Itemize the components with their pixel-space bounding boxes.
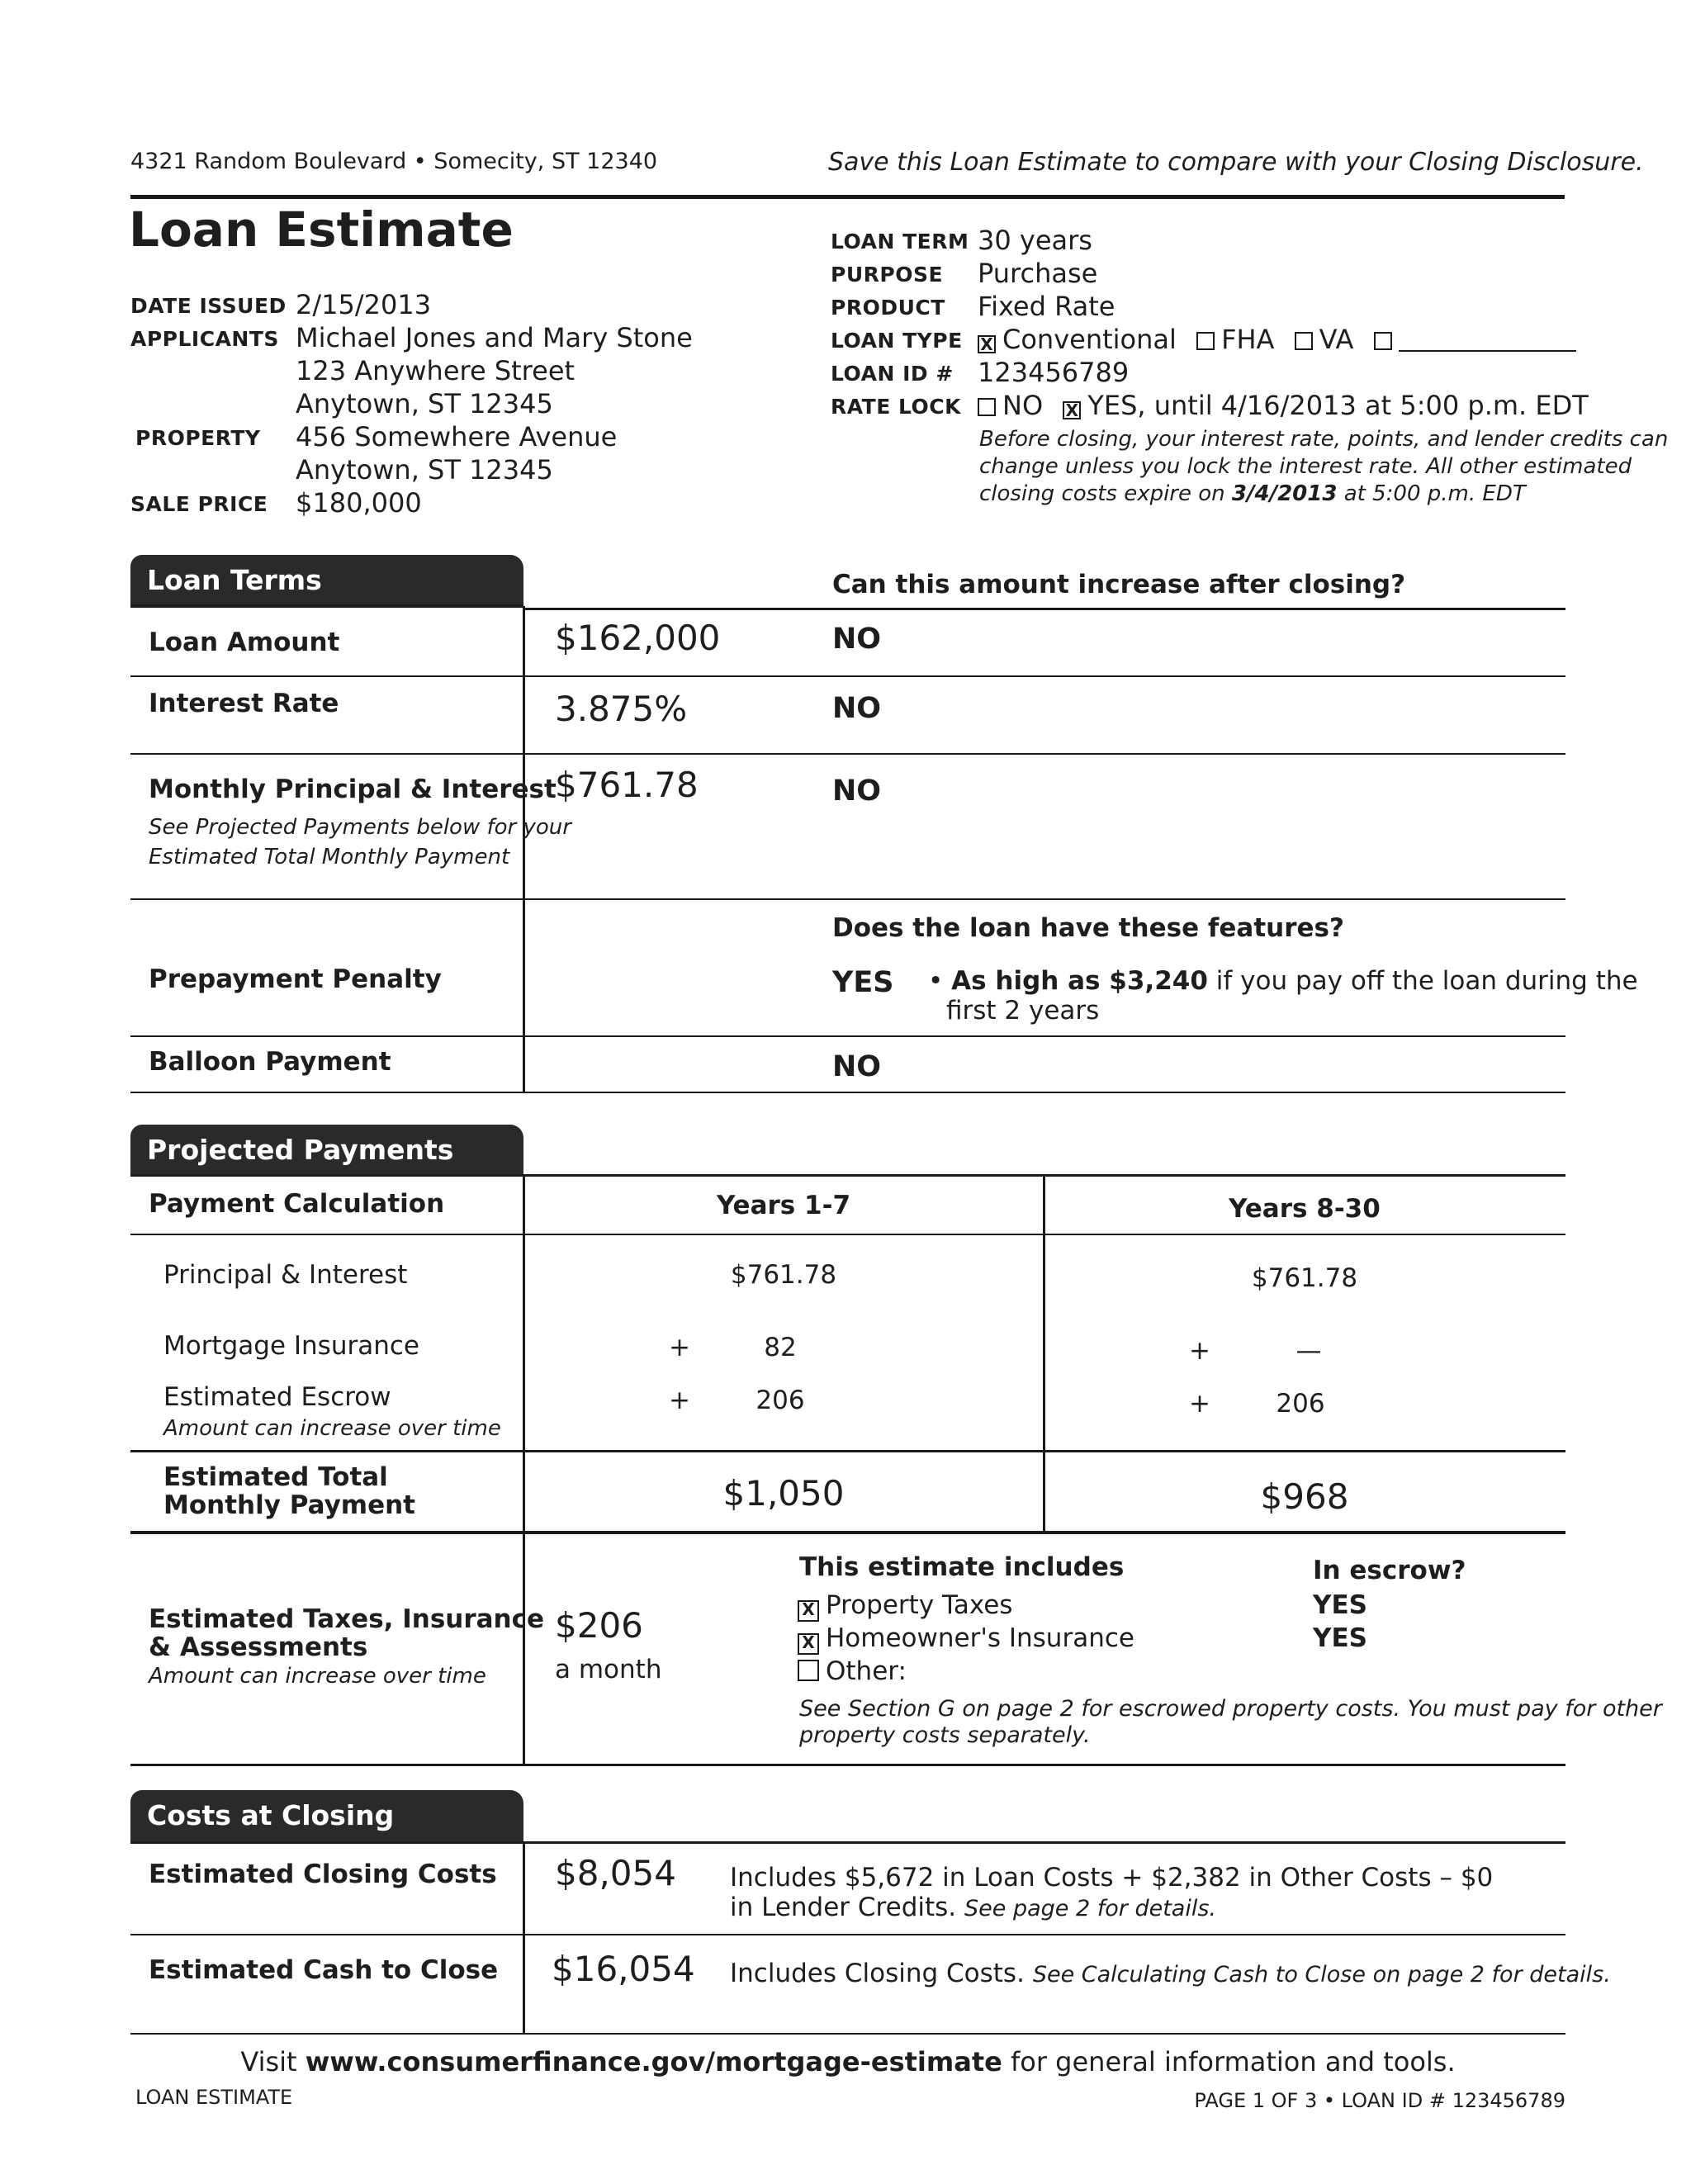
pp-header-rule (130, 1234, 1565, 1235)
interest-rate-value: 3.875% (555, 689, 688, 729)
include-property-taxes (798, 1590, 1012, 1622)
escrow-col2: 206 (1276, 1389, 1325, 1419)
fha-label: FHA (1221, 324, 1275, 355)
taxes-period: a month (555, 1655, 662, 1684)
va-label: VA (1319, 324, 1354, 355)
rate-lock-note-line-1: Before closing, your interest rate, points, and lender credits can (979, 427, 1669, 452)
visit-line: Visit www.consumerfinance.gov/mortgage-estimate for general information and tools. (240, 2046, 1456, 2077)
include-homeowners (798, 1623, 1134, 1655)
applicant-street: 123 Anywhere Street (296, 355, 576, 386)
taxes-label (149, 1605, 544, 1661)
closing-costs-detail-line-1: Includes $5,672 in Loan Costs + $2,382 in Other Costs – $0 (730, 1863, 1494, 1893)
taxes-rule (130, 1764, 1565, 1766)
taxes-amount: $206 (555, 1605, 643, 1646)
escrow-homeowners: YES (1313, 1623, 1367, 1653)
prepayment-penalty-label: Prepayment Penalty (149, 964, 442, 994)
monthly-pi-label: Monthly Principal & Interest (149, 775, 557, 804)
balloon-payment-label: Balloon Payment (149, 1047, 391, 1077)
loan-type-options (978, 324, 1576, 355)
closing-costs-detail (730, 1863, 1493, 1924)
page-title: Loan Estimate (129, 201, 514, 258)
mi-col2: — (1295, 1336, 1322, 1366)
property-taxes-label: Property Taxes (826, 1590, 1013, 1620)
loan-amount-rule (130, 675, 1565, 677)
payment-calc-label: Payment Calculation (149, 1189, 445, 1219)
taxes-label-line-2: & Assessments (149, 1632, 368, 1662)
monthly-pi-answer: NO (832, 775, 882, 808)
loan-type-label: LOAN TYPE (831, 329, 963, 353)
mi-label: Mortgage Insurance (163, 1331, 419, 1361)
loan-amount-label: Loan Amount (149, 628, 340, 657)
total-payment-label-line-1: Estimated Total (163, 1462, 388, 1492)
rate-lock-label: RATE LOCK (831, 395, 962, 419)
cash-to-close-see-page: See Calculating Cash to Close on page 2 for details. (1032, 1962, 1611, 1987)
other-checkbox[interactable] (798, 1660, 819, 1681)
purpose-label: PURPOSE (831, 263, 944, 287)
property-city: Anytown, ST 12345 (296, 454, 553, 486)
mi-col2-plus: + (1189, 1336, 1210, 1366)
increase-question: Can this amount increase after closing? (832, 570, 1406, 599)
rate-lock-no-checkbox[interactable] (978, 398, 996, 416)
purpose-value: Purchase (978, 258, 1098, 289)
product-label: PRODUCT (831, 296, 945, 320)
mi-col1: 82 (764, 1333, 797, 1362)
page-info: PAGE 1 OF 3 • LOAN ID # 123456789 (1194, 2089, 1565, 2112)
escrow-property-taxes: YES (1313, 1590, 1367, 1620)
property-label: PROPERTY (135, 426, 261, 450)
prepayment-rule (130, 1035, 1565, 1037)
monthly-pi-note-line-1: See Projected Payments below for your (149, 815, 571, 840)
loan-term-label: LOAN TERM (831, 230, 969, 253)
loan-id-label: LOAN ID # (831, 362, 954, 386)
header-rule (130, 195, 1565, 199)
rate-lock-options (978, 390, 1589, 421)
property-taxes-checkbox[interactable]: X (798, 1600, 819, 1622)
homeowners-label: Homeowner's Insurance (826, 1623, 1134, 1653)
rate-lock-yes-checkbox[interactable]: X (1063, 401, 1081, 419)
total-rule (130, 1531, 1565, 1534)
monthly-pi-value: $761.78 (555, 765, 699, 805)
monthly-pi-note-line-2: Estimated Total Monthly Payment (149, 845, 510, 869)
escrow-footnote-line-1: See Section G on page 2 for escrowed property costs. You must pay for other (799, 1696, 1662, 1722)
escrow-footnote-line-2: property costs separately. (799, 1722, 1091, 1748)
loan-amount-answer: NO (832, 623, 882, 656)
applicants-label: APPLICANTS (130, 327, 279, 351)
costs-at-closing-header: Costs at Closing (130, 1790, 523, 1841)
mi-col1-plus: + (669, 1333, 690, 1362)
loan-term-value: 30 years (978, 225, 1092, 256)
rate-lock-no-label: NO (1002, 390, 1044, 421)
balloon-payment-answer: NO (832, 1050, 882, 1083)
projected-payments-header: Projected Payments (130, 1125, 523, 1176)
loan-terms-header: Loan Terms (130, 555, 523, 606)
pi-col1: $761.78 (730, 1260, 837, 1290)
applicant-city: Anytown, ST 12345 (296, 388, 553, 419)
conventional-checkbox[interactable]: X (978, 335, 996, 353)
closing-costs-value: $8,054 (555, 1853, 676, 1893)
total-col1: $1,050 (722, 1473, 845, 1514)
escrow-footnote (799, 1696, 1662, 1749)
monthly-pi-note (149, 812, 571, 872)
save-note: Save this Loan Estimate to compare with your Closing Disclosure. (828, 148, 1644, 177)
loan-id-value: 123456789 (978, 357, 1130, 388)
cfpb-link[interactable]: www.consumerfinance.gov/mortgage-estimate (305, 2046, 1002, 2077)
prepayment-max-amount: As high as $3,240 (951, 966, 1208, 996)
rate-lock-note-line-3: closing costs expire on 3/4/2013 at 5:00 p.m. EDT (979, 481, 1526, 506)
conventional-label: Conventional (1002, 324, 1177, 355)
taxes-label-line-1: Estimated Taxes, Insurance (149, 1604, 545, 1634)
escrow-col1: 206 (756, 1386, 805, 1415)
cash-to-close-detail: Includes Closing Costs. See Calculating Cash to Close on page 2 for details. (730, 1959, 1611, 1988)
costs-top-rule (130, 1841, 1565, 1844)
rate-lock-note-line-2: change unless you lock the interest rate. All other estimated (979, 454, 1632, 479)
escrow-col1-plus: + (669, 1386, 690, 1415)
other-type-checkbox[interactable] (1374, 332, 1392, 350)
taxes-note: Amount can increase over time (149, 1664, 486, 1689)
total-col2: $968 (1260, 1476, 1349, 1517)
projected-payments-top-rule (130, 1174, 1565, 1177)
closing-costs-label: Estimated Closing Costs (149, 1859, 497, 1889)
interest-rate-answer: NO (832, 692, 882, 725)
include-other (798, 1656, 907, 1686)
applicant-names: Michael Jones and Mary Stone (296, 322, 693, 353)
date-issued-value: 2/15/2013 (296, 289, 432, 320)
other-type-blank[interactable] (1399, 329, 1576, 352)
lender-address: 4321 Random Boulevard • Somecity, ST 12340 (130, 149, 658, 174)
prepayment-penalty-answer: YES (832, 966, 894, 999)
sale-price-value: $180,000 (296, 487, 422, 519)
rate-lock-note (979, 426, 1668, 508)
va-checkbox[interactable] (1295, 332, 1313, 350)
escrow-col2-plus: + (1189, 1389, 1210, 1419)
other-label: Other: (826, 1656, 907, 1686)
prepayment-detail-line-1: • As high as $3,240 if you pay off the loan during the (928, 966, 1638, 996)
interest-rate-rule (130, 753, 1565, 755)
escrow-note: Amount can increase over time (163, 1416, 501, 1441)
closing-costs-see-page: See page 2 for details. (964, 1896, 1216, 1921)
escrow-label: Estimated Escrow (163, 1382, 391, 1412)
costs-divider (523, 1841, 525, 2035)
balloon-rule (130, 1092, 1565, 1093)
escrow-rule (130, 1450, 1565, 1452)
rate-lock-expiry-date: 3/4/2013 (1231, 481, 1338, 506)
loan-terms-top-rule (130, 604, 523, 608)
closing-costs-rule (130, 1934, 1565, 1935)
fha-checkbox[interactable] (1196, 332, 1215, 350)
form-name: LOAN ESTIMATE (135, 2086, 293, 2109)
col2-header: Years 8-30 (1229, 1194, 1381, 1224)
prepayment-penalty-detail (928, 966, 1638, 1026)
includes-header: This estimate includes (799, 1552, 1125, 1582)
property-street: 456 Somewhere Avenue (296, 421, 618, 452)
date-issued-label: DATE ISSUED (130, 294, 287, 318)
monthly-pi-rule (130, 898, 1565, 900)
sale-price-label: SALE PRICE (130, 492, 268, 516)
prepayment-detail-line-2: first 2 years (946, 996, 1100, 1026)
loan-amount-value: $162,000 (555, 618, 721, 658)
cash-to-close-label: Estimated Cash to Close (149, 1955, 499, 1985)
cash-to-close-value: $16,054 (552, 1949, 695, 1989)
col1-header: Years 1-7 (716, 1191, 851, 1220)
features-question: Does the loan have these features? (832, 913, 1344, 943)
costs-bottom-rule (130, 2033, 1565, 2035)
pi-col2: $761.78 (1251, 1263, 1358, 1293)
in-escrow-header: In escrow? (1313, 1556, 1466, 1585)
pi-label: Principal & Interest (163, 1260, 408, 1290)
total-payment-label-line-2: Monthly Payment (163, 1490, 416, 1520)
loan-terms-question-rule (523, 608, 1565, 610)
interest-rate-label: Interest Rate (149, 689, 339, 718)
closing-costs-detail-line-2: in Lender Credits. See page 2 for details. (730, 1893, 1216, 1922)
homeowners-checkbox[interactable]: X (798, 1633, 819, 1655)
product-value: Fixed Rate (978, 291, 1115, 322)
rate-lock-yes-label: YES, until 4/16/2013 at 5:00 p.m. EDT (1087, 390, 1589, 421)
total-payment-label (163, 1463, 415, 1519)
